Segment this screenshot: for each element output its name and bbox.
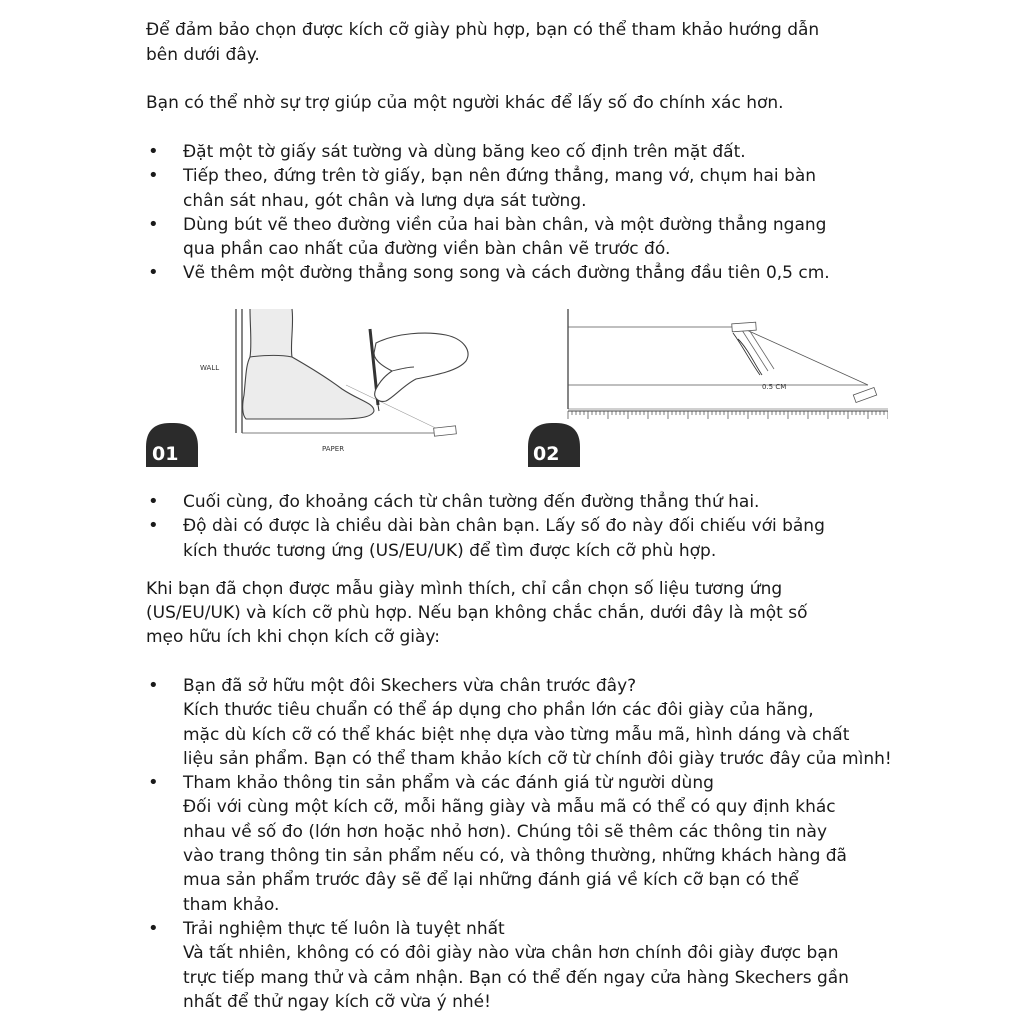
intro-line-1: Để đảm bảo chọn được kích cỡ giày phù hợp, bạn có thể tham khảo hướng dẫn <box>146 20 820 40</box>
list-item: • Tiếp theo, đứng trên tờ giấy, bạn nên đứng thẳng, mang vớ, chụm hai bàn chân sát nhau, gót chân và lưng dựa sát tường. <box>146 164 830 213</box>
list-item: • Tham khảo thông tin sản phẩm và các đánh giá từ người dùng Đối với cùng một kích cỡ, mỗi hãng giày và mẫu mã có thể có quy định khác nhau về số đo (lớn hơn hoặc nhỏ hơn). Chúng tôi sẽ thêm các thông tin này vào trang thông tin sản phẩm nếu có, và thông thường, những khách hàng đã mua sản phẩm trước đây sẽ để lại những đánh giá về kích cỡ bạn có thể tham khảo. <box>146 771 892 917</box>
list-item: • Cuối cùng, đo khoảng cách từ chân tường đến đường thẳng thứ hai. <box>146 490 825 514</box>
paper-label: PAPER <box>322 445 345 453</box>
para2-line-3: mẹo hữu ích khi chọn kích cỡ giày: <box>146 627 440 647</box>
step-badge-number: 01 <box>152 443 179 465</box>
measure-label: 0.5 CM <box>762 383 787 391</box>
intro-line-3: Bạn có thể nhờ sự trợ giúp của một người khác để lấy số đo chính xác hơn. <box>146 93 784 113</box>
list-item: • Đặt một tờ giấy sát tường và dùng băng keo cố định trên mặt đất. <box>146 140 830 164</box>
step-badge-number: 02 <box>533 443 560 465</box>
steps-list-2 <box>146 490 825 563</box>
wall-label: WALL <box>200 364 220 372</box>
list-item: • Vẽ thêm một đường thẳng song song và cách đường thẳng đầu tiên 0,5 cm. <box>146 261 830 285</box>
ruler-ticks <box>568 411 888 419</box>
tips-list <box>146 674 892 1014</box>
para2-line-1: Khi bạn đã chọn được mẫu giày mình thích, chỉ cần chọn số liệu tương ứng <box>146 579 783 599</box>
foot-measure-illustration-01 <box>146 305 476 467</box>
para2-line-2: (US/EU/UK) và kích cỡ phù hợp. Nếu bạn không chắc chắn, dưới đây là một số <box>146 603 808 623</box>
list-item: • Bạn đã sở hữu một đôi Skechers vừa chân trước đây? Kích thước tiêu chuẩn có thể áp dụng cho phần lớn các đôi giày của hãng, mặc dù kích cỡ có thể khác biệt nhẹ dựa vào từng mẫu mã, hình dáng và chất liệu sản phẩm. Bạn có thể tham khảo kích cỡ từ chính đôi giày trước đây của mình! <box>146 674 892 771</box>
list-item: • Dùng bút vẽ theo đường viền của hai bàn chân, và một đường thẳng ngang qua phần cao nhất của đường viền bàn chân vẽ trước đó. <box>146 213 830 262</box>
list-item: • Trải nghiệm thực tế luôn là tuyệt nhất Và tất nhiên, không có có đôi giày nào vừa chân hơn chính đôi giày được bạn trực tiếp mang thử và cảm nhận. Bạn có thể đến ngay cửa hàng Skechers gần nhất để thử ngay kích cỡ vừa ý nhé! <box>146 917 892 1014</box>
intro-line-2: bên dưới đây. <box>146 45 260 65</box>
list-item: • Độ dài có được là chiều dài bàn chân bạn. Lấy số đo này đối chiếu với bảng kích thước tương ứng (US/EU/UK) để tìm được kích cỡ phù hợp. <box>146 514 825 563</box>
steps-list-1 <box>146 140 830 286</box>
foot-measure-illustration-02 <box>528 305 888 467</box>
